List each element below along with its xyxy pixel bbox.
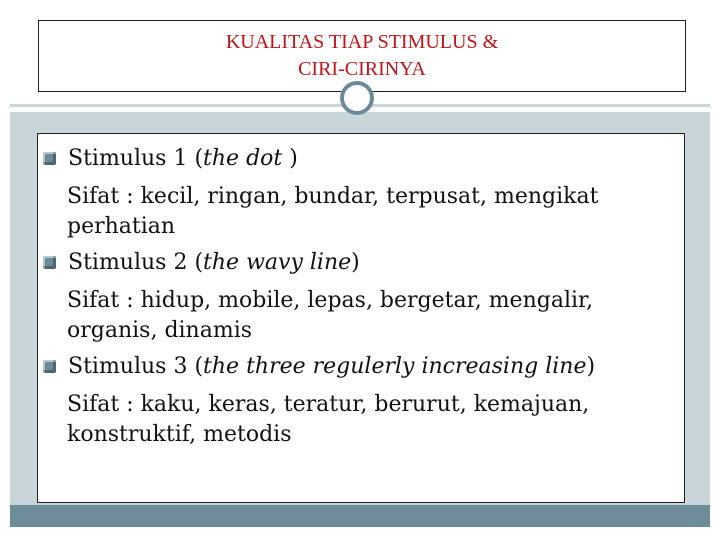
heading-text-end: ) [282, 146, 298, 171]
slide-title-line-1: KUALITAS TIAP STIMULUS & [225, 31, 499, 53]
list-item-detail-3 [38, 390, 684, 450]
list-item-detail-2 [38, 286, 684, 346]
list-item-stimulus-3 [38, 348, 684, 386]
heading-text: Stimulus 2 ( [68, 250, 204, 275]
detail-line: organis, dinamis [67, 318, 253, 343]
content-box [37, 133, 685, 503]
heading-text-end: ) [351, 250, 360, 275]
detail-line: Sifat : kecil, ringan, bundar, terpusat, mengikat [67, 184, 599, 209]
slide-title-line-2: CIRI-CIRINYA [298, 58, 426, 80]
list-item-detail-1 [38, 182, 684, 242]
list-item-stimulus-1 [38, 140, 684, 178]
detail-line: Sifat : kaku, keras, teratur, berurut, kemajuan, [67, 392, 590, 417]
heading-text: Stimulus 3 ( [68, 354, 204, 379]
detail-line: perhatian [67, 214, 176, 239]
square-bullet-icon [43, 360, 56, 373]
detail-line: konstruktif, metodis [67, 422, 292, 447]
square-bullet-icon [43, 256, 56, 269]
square-bullet-icon [43, 152, 56, 165]
heading-text: Stimulus 1 ( [68, 146, 204, 171]
footer-band [10, 505, 710, 527]
heading-emphasis: the dot [203, 146, 283, 171]
stimulus-list [38, 140, 684, 452]
detail-line: Sifat : hidup, mobile, lepas, bergetar, mengalir, [67, 288, 594, 313]
heading-emphasis: the wavy line [203, 250, 352, 275]
ring-ornament-icon [340, 81, 374, 115]
list-item-stimulus-2 [38, 244, 684, 282]
heading-text-end: ) [586, 354, 596, 379]
heading-emphasis: the three regulerly increasing line [203, 354, 587, 379]
